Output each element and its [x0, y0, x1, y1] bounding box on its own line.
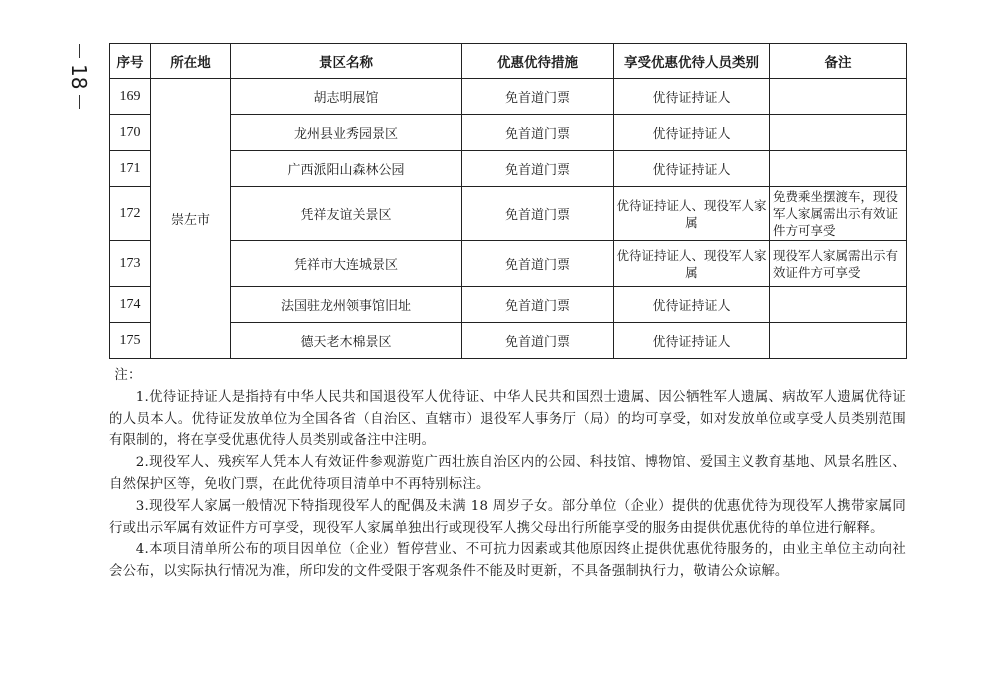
row-scenic-name: 德天老木棉景区	[231, 323, 462, 359]
row-serial: 170	[110, 115, 151, 151]
row-serial: 173	[110, 241, 151, 287]
note-item-1: 1.优待证持证人是指持有中华人民共和国退役军人优待证、中华人民共和国烈士遗属、因公牺牲军人遗属、病故军人遗属优待证的人员本人。优待证发放单位为全国各省（自治区、直辖市）退役军人事务厅（局）的均可享受，如对发放单位或享受人员类别范围有限制的，将在享受优惠优待人员类别或备注中注明。	[109, 389, 906, 449]
row-scenic-name: 凭祥市大连城景区	[231, 241, 462, 287]
row-serial: 169	[110, 79, 151, 115]
row-category: 优待证持证人、现役军人家属	[614, 187, 770, 241]
row-scenic-name: 龙州县业秀园景区	[231, 115, 462, 151]
table-header-row	[110, 44, 907, 79]
row-scenic-name: 广西派阳山森林公园	[231, 151, 462, 187]
row-scenic-name: 凭祥友谊关景区	[231, 187, 462, 241]
header-discount-measure: 优惠优待措施	[462, 44, 614, 79]
row-measure: 免首道门票	[462, 323, 614, 359]
row-measure: 免首道门票	[462, 187, 614, 241]
row-note	[770, 79, 907, 115]
row-note	[770, 323, 907, 359]
row-serial: 172	[110, 187, 151, 241]
header-location: 所在地	[151, 44, 231, 79]
scenic-discount-table	[109, 43, 907, 359]
row-measure: 免首道门票	[462, 241, 614, 287]
row-serial: 175	[110, 323, 151, 359]
row-note	[770, 287, 907, 323]
row-measure: 免首道门票	[462, 287, 614, 323]
row-serial: 174	[110, 287, 151, 323]
page-number-dash-bottom	[79, 95, 80, 109]
row-category: 优待证持证人	[614, 323, 770, 359]
row-note	[770, 151, 907, 187]
note-item-2: 2.现役军人、残疾军人凭本人有效证件参观游览广西壮族自治区内的公园、科技馆、博物馆、爱国主义教育基地、风景名胜区、自然保护区等，免收门票，在此优待项目清单中不再特别标注。	[109, 455, 906, 492]
notes-section	[109, 365, 906, 583]
header-serial: 序号	[110, 44, 151, 79]
header-remarks: 备注	[770, 44, 907, 79]
note-item-3: 3.现役军人家属一般情况下特指现役军人的配偶及未满 18 周岁子女。部分单位（企业）提供的优惠优待为现役军人携带家属同行或出示军属有效证件方可享受，现役军人家属单独出行或现役军人携父母出行所能享受的服务由提供优惠优待的单位进行解释。	[109, 498, 906, 536]
row-note: 现役军人家属需出示有效证件方可享受	[770, 241, 907, 287]
row-note	[770, 115, 907, 151]
row-scenic-name: 胡志明展馆	[231, 79, 462, 115]
header-eligible-category: 享受优惠优待人员类别	[614, 44, 770, 79]
row-scenic-name: 法国驻龙州领事馆旧址	[231, 287, 462, 323]
note-item-4: 4.本项目清单所公布的项目因单位（企业）暂停营业、不可抗力因素或其他原因终止提供优惠优待服务的，由业主单位主动向社会公布，以实际执行情况为准，所印发的文件受限于客观条件不能及时更新，不具备强制执行力，敬请公众谅解。	[109, 542, 906, 580]
location-cell: 崇左市	[151, 79, 231, 359]
notes-label: 注：	[114, 368, 142, 383]
row-measure: 免首道门票	[462, 79, 614, 115]
row-category: 优待证持证人、现役军人家属	[614, 241, 770, 287]
header-scenic-name: 景区名称	[231, 44, 462, 79]
row-category: 优待证持证人	[614, 287, 770, 323]
page-number	[64, 44, 94, 124]
row-category: 优待证持证人	[614, 115, 770, 151]
page-number-dash-top	[79, 44, 80, 58]
row-measure: 免首道门票	[462, 151, 614, 187]
table-row	[110, 79, 907, 115]
row-serial: 171	[110, 151, 151, 187]
row-measure: 免首道门票	[462, 115, 614, 151]
page-number-text: 18	[67, 64, 91, 90]
row-category: 优待证持证人	[614, 151, 770, 187]
row-note: 免费乘坐摆渡车，现役军人家属需出示有效证件方可享受	[770, 187, 907, 241]
row-category: 优待证持证人	[614, 79, 770, 115]
